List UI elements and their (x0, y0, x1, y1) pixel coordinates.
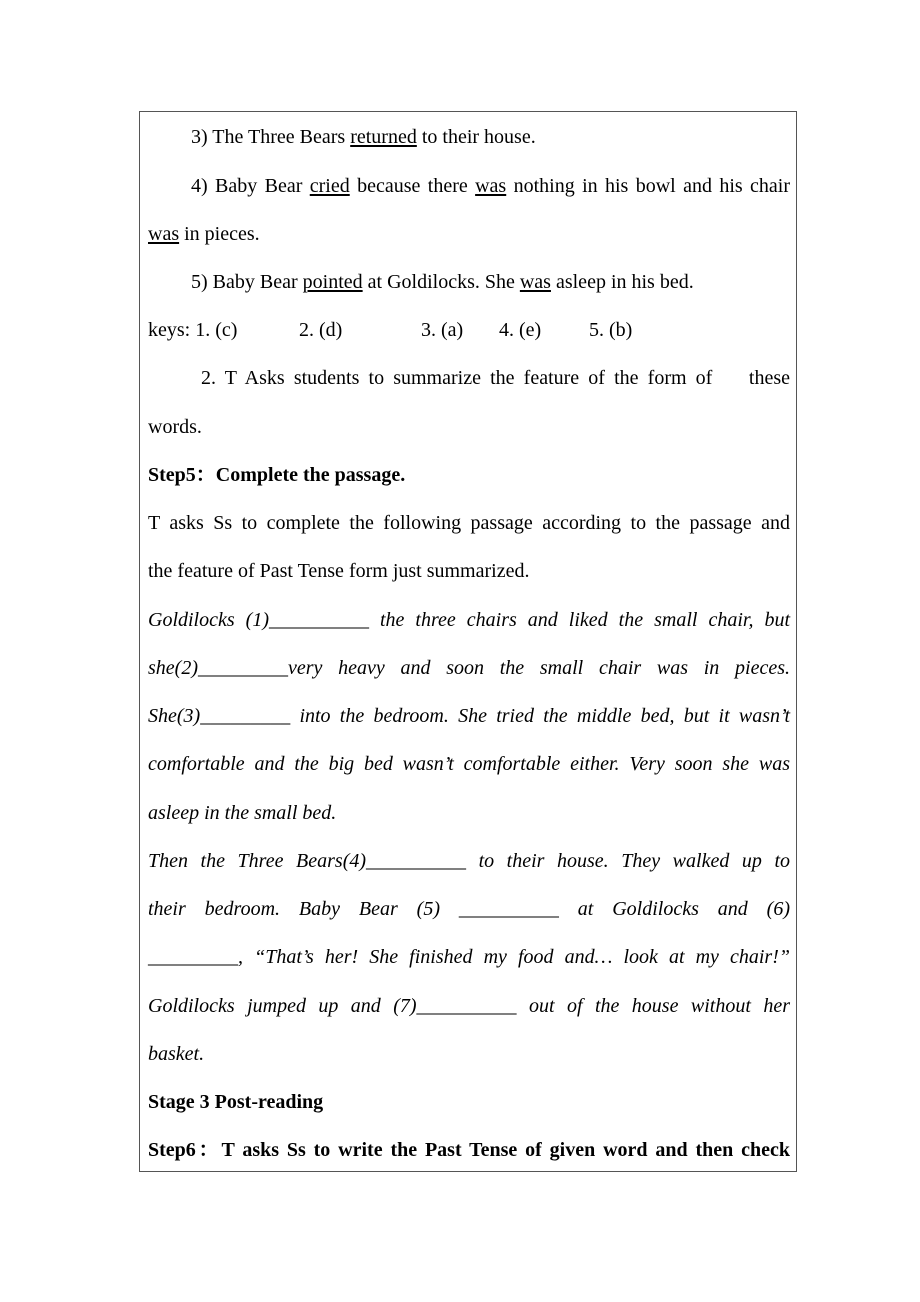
passage-line: _________, “That’s her! She finished my food and… look at my chair!” (148, 946, 790, 968)
key-2: 2. (d) (299, 319, 343, 341)
key-5: 5. (b) (589, 319, 633, 341)
step6-heading: Step6：T asks Ss to write the Past Tense of given word and then check (148, 1139, 790, 1161)
exercise-item-5: 5) Baby Bear pointed at Goldilocks. She was asleep in his bed. (191, 271, 694, 293)
passage-line: basket. (148, 1043, 205, 1065)
exercise-item-3: 3) The Three Bears returned to their house. (191, 126, 536, 148)
passage-line: their bedroom. Baby Bear (5) __________ at Goldilocks and (6) (148, 898, 790, 920)
keys-label: keys: 1. (c) (148, 319, 238, 341)
step5-instruction-line2: the feature of Past Tense form just summarized. (148, 560, 530, 582)
exercise-item-4-line2: was in pieces. (148, 223, 260, 245)
passage-line: she(2)_________very heavy and soon the small chair was in pieces. (148, 657, 790, 679)
passage-line: Goldilocks (1)__________ the three chairs and liked the small chair, but (148, 609, 790, 631)
answer-keys (148, 318, 790, 342)
passage-line: She(3)_________ into the bedroom. She tried the middle bed, but it wasn’t (148, 705, 790, 727)
stage3-heading: Stage 3 Post-reading (148, 1091, 324, 1113)
key-4: 4. (e) (499, 319, 542, 341)
passage-line: comfortable and the big bed wasn’t comfortable either. Very soon she was (148, 753, 790, 775)
exercise-item-4-line1: 4) Baby Bear cried because there was nothing in his bowl and his chair (191, 175, 790, 197)
task2-line1: 2. T Asks students to summarize the feature of the form of these (201, 367, 790, 389)
step5-instruction-line1: T asks Ss to complete the following passage according to the passage and (148, 512, 790, 534)
passage-line: asleep in the small bed. (148, 802, 337, 824)
passage-line: Then the Three Bears(4)__________ to their house. They walked up to (148, 850, 790, 872)
key-3: 3. (a) (421, 319, 464, 341)
task2-line2: words. (148, 416, 202, 438)
passage-line: Goldilocks jumped up and (7)__________ out of the house without her (148, 995, 790, 1017)
step5-heading: Step5：Complete the passage. (148, 464, 406, 486)
